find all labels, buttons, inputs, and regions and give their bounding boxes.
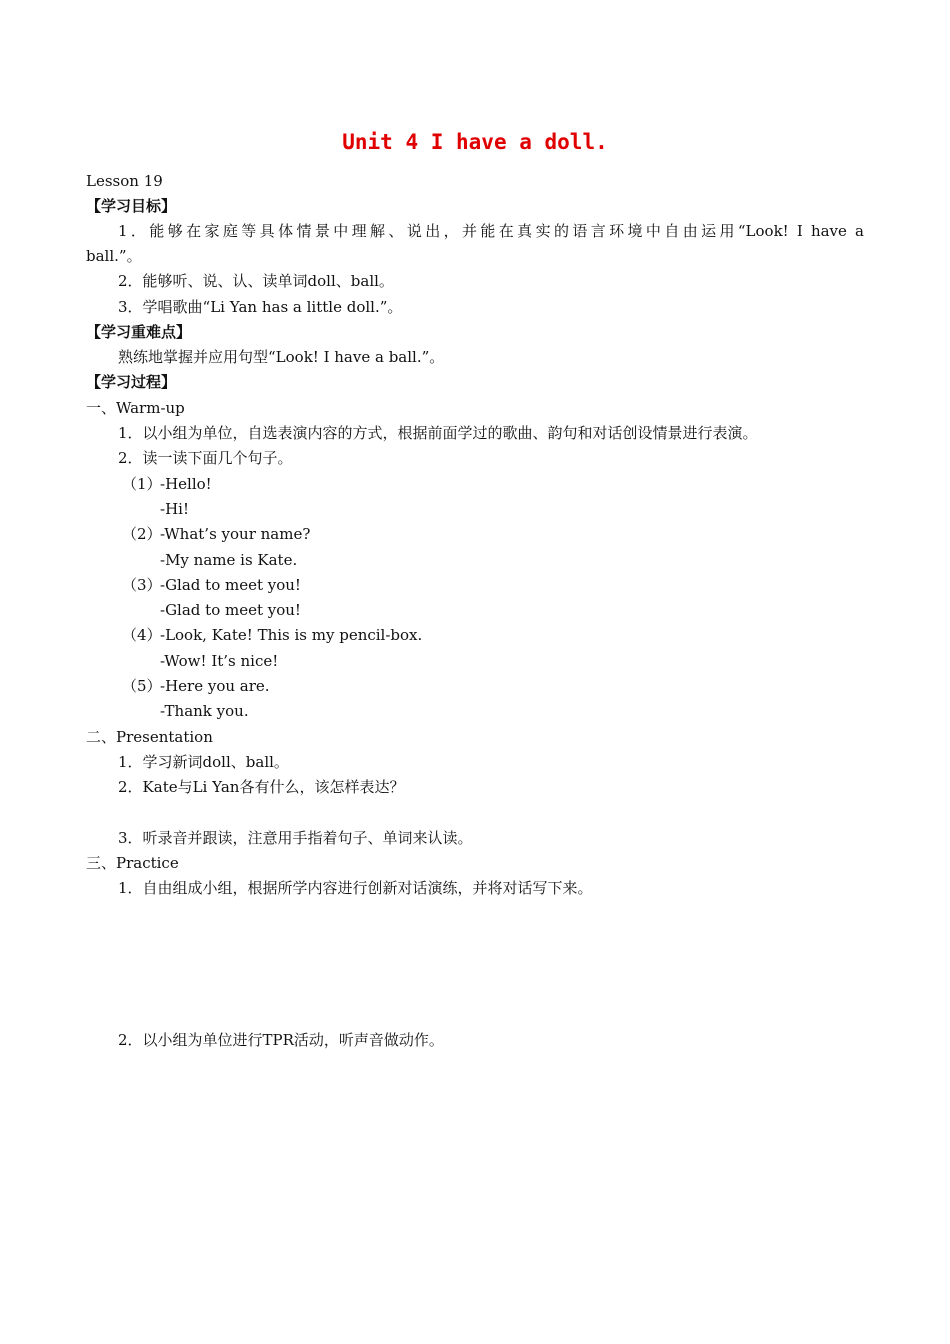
warmup-item-2: 2．读一读下面几个句子。 [118,449,293,467]
dialogue-number: （1） [122,475,162,493]
dialogue-line: -My name is Kate. [160,551,298,569]
goal-item-3: 3．学唱歌曲“Li Yan has a little doll.”。 [118,298,403,316]
dialogue-number: （5） [122,677,162,695]
dialogue-line: -Glad to meet you! [160,601,301,619]
presentation-heading: 二、Presentation [86,728,213,746]
dialogue-line: -Hi! [160,500,189,518]
practice-item-1: 1．自由组成小组，根据所学内容进行创新对话演练，并将对话写下来。 [118,879,593,897]
dialogue-line: -Wow! It’s nice! [160,652,279,670]
page-title: Unit 4 I have a doll. [342,130,608,154]
dialogue-line: -Look, Kate! This is my pencil-box. [160,626,423,644]
practice-item-2: 2．以小组为单位进行TPR活动，听声音做动作。 [118,1031,444,1049]
warmup-item-1: 1．以小组为单位，自选表演内容的方式，根据前面学过的歌曲、韵句和对话创设情景进行表演。 [118,424,758,442]
presentation-item-2: 2．Kate与Li Yan各有什么，该怎样表达？ [118,778,405,796]
presentation-item-1: 1．学习新词doll、ball。 [118,753,289,771]
warmup-heading: 一、Warm-up [86,399,185,417]
goals-heading: 【学习目标】 [86,197,177,215]
goal-item-1-cont: ball.”。 [86,247,142,265]
dialogue-number: （2） [122,525,162,543]
dialogue-line: -Here you are. [160,677,270,695]
lesson-label: Lesson 19 [86,172,163,190]
dialogue-line: -Glad to meet you! [160,576,301,594]
goal-item-1: 1．能够在家庭等具体情景中理解、说出，并能在真实的语言环境中自由运用“Look! I have a [118,222,864,240]
dialogue-line: -Hello! [160,475,212,493]
process-heading: 【学习过程】 [86,373,177,391]
dialogue-number: （4） [122,626,162,644]
key-heading: 【学习重难点】 [86,323,192,341]
goal-item-2: 2．能够听、说、认、读单词doll、ball。 [118,272,394,290]
dialogue-line: -What’s your name? [160,525,311,543]
key-point: 熟练地掌握并应用句型“Look! I have a ball.”。 [118,348,445,366]
presentation-item-3: 3．听录音并跟读，注意用手指着句子、单词来认读。 [118,829,473,847]
dialogue-number: （3） [122,576,162,594]
practice-heading: 三、Practice [86,854,179,872]
dialogue-line: -Thank you. [160,702,249,720]
